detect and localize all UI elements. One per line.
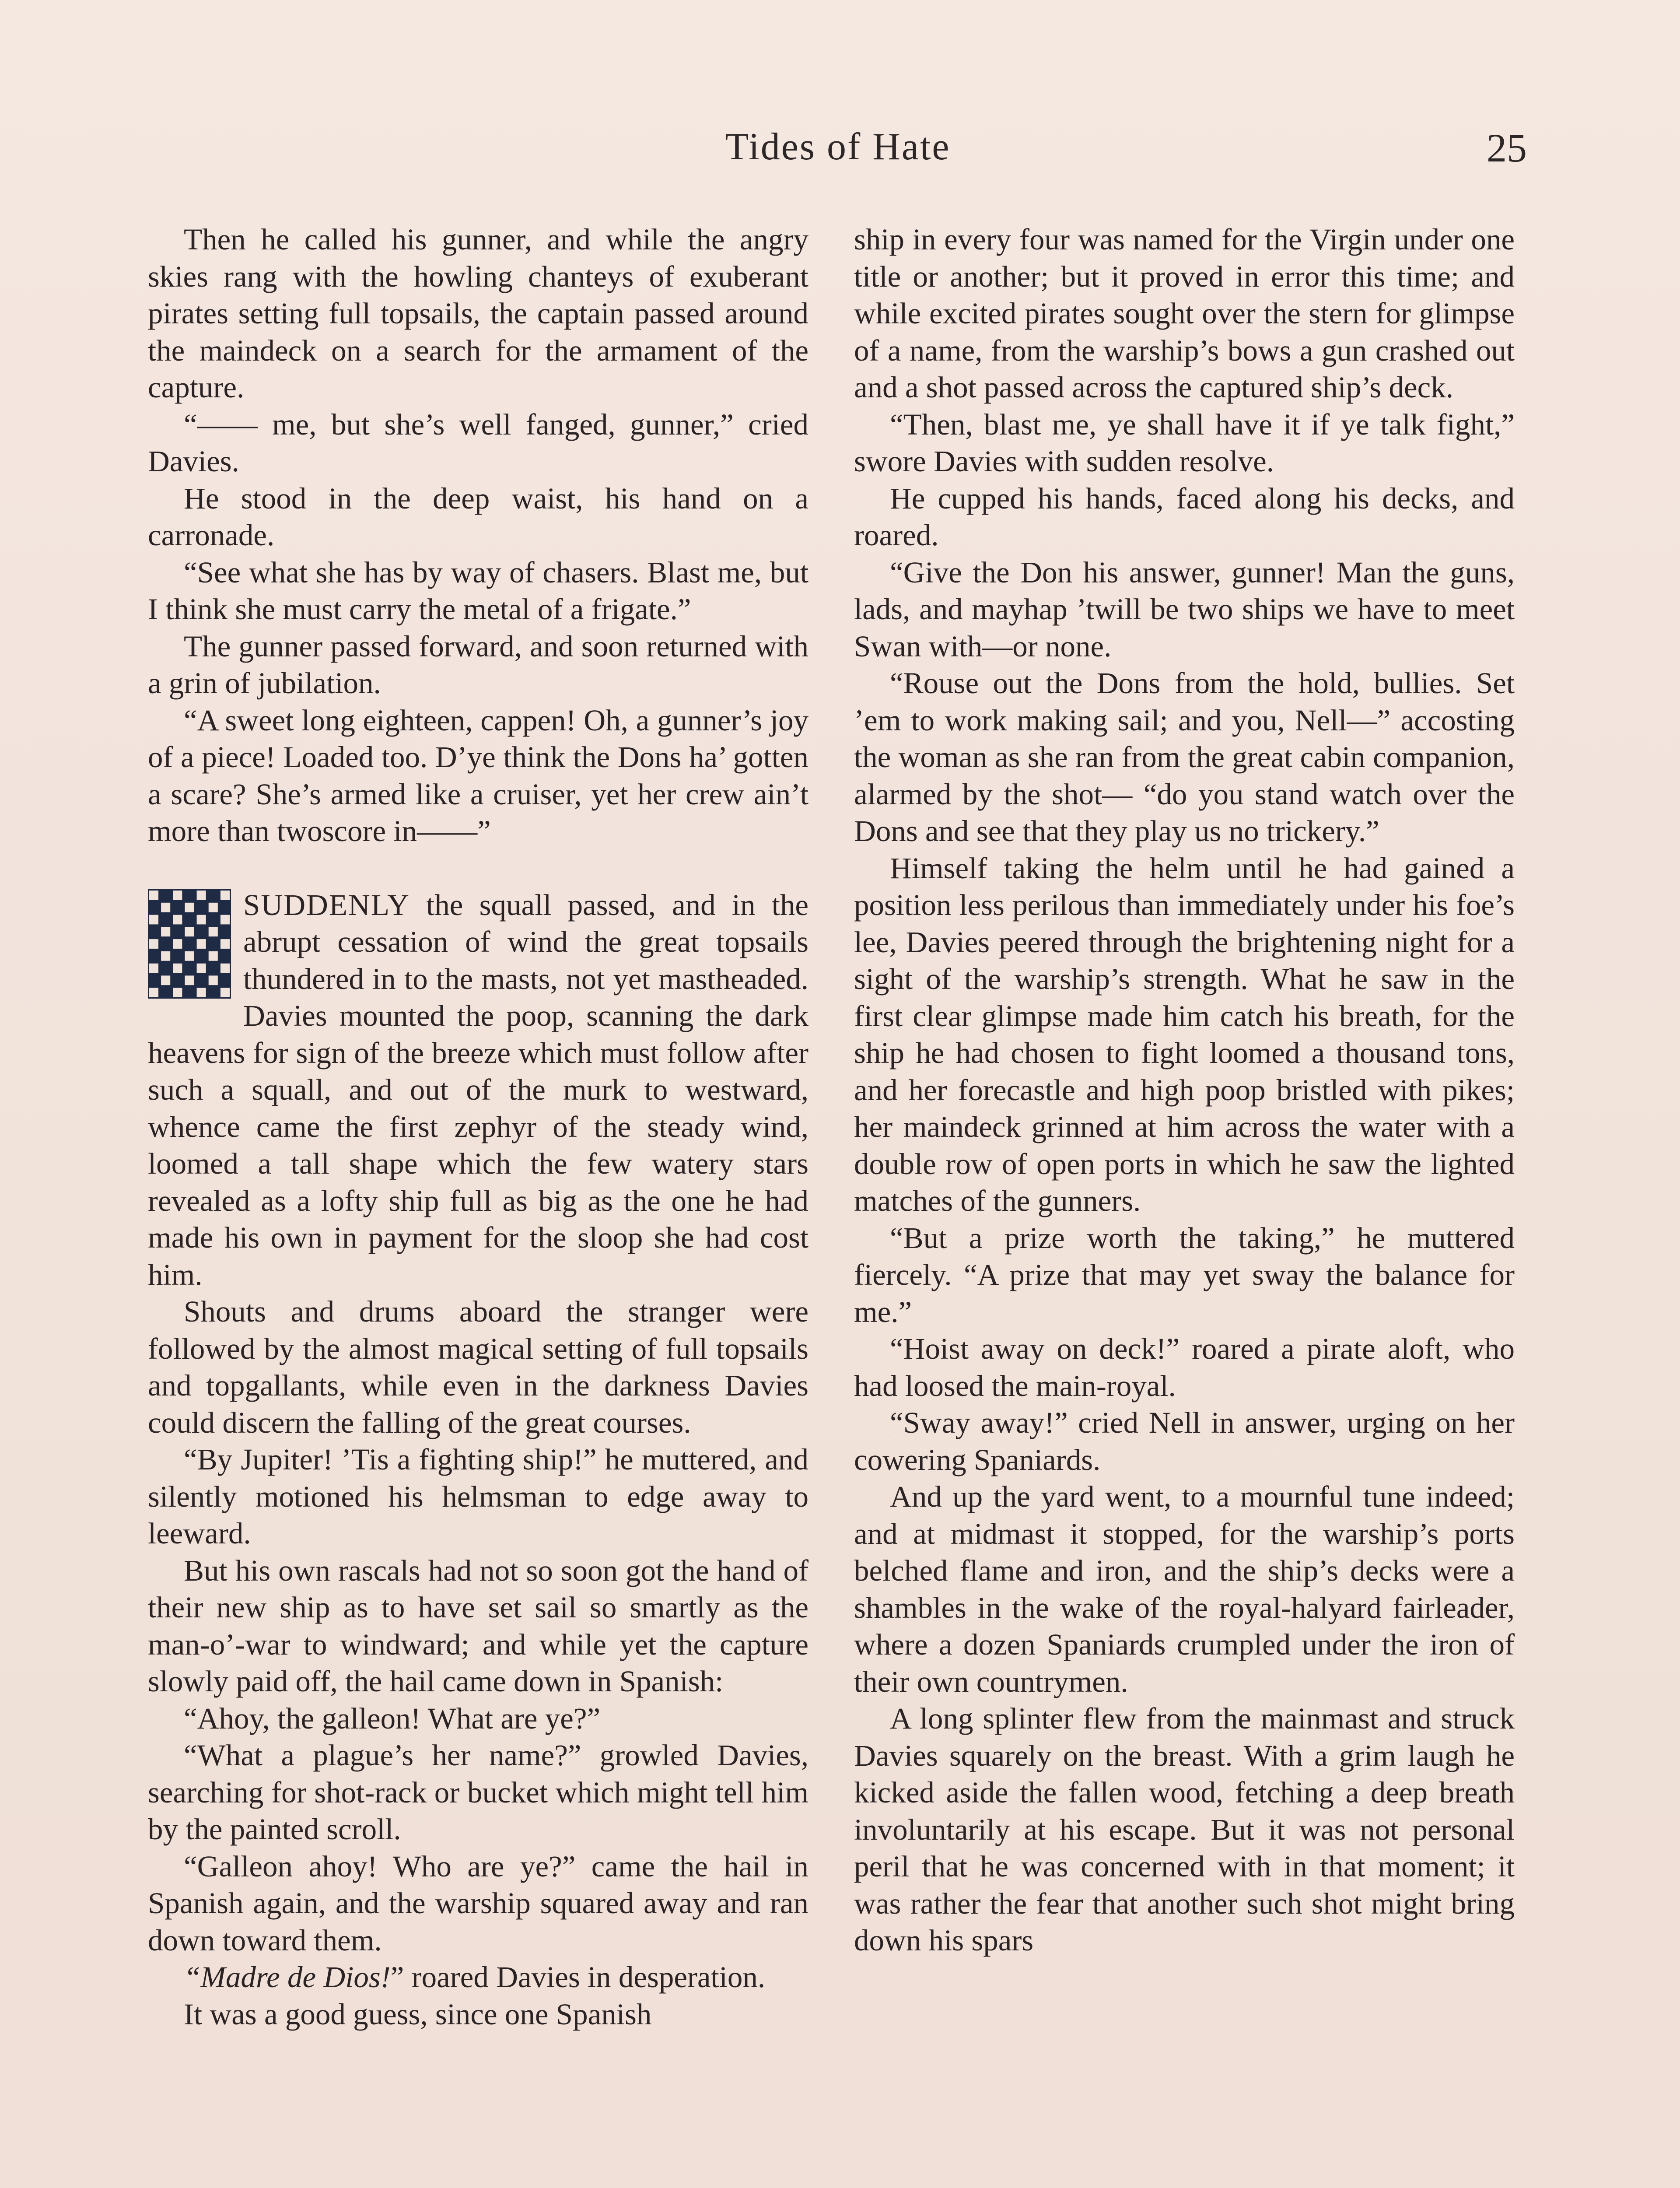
paragraph: He stood in the deep waist, his hand on a carronade. bbox=[148, 481, 808, 552]
section-break bbox=[148, 850, 808, 887]
paragraph: The gunner passed forward, and soon returned with a grin of jubilation. bbox=[148, 629, 808, 700]
paragraph: “But a prize worth the taking,” he muttered fiercely. “A prize that may yet sway the balance for me.” bbox=[854, 1221, 1515, 1329]
page-number: 25 bbox=[1487, 126, 1527, 170]
running-title: Tides of Hate bbox=[725, 126, 951, 168]
section-lead-word: SUDDENLY bbox=[243, 888, 410, 922]
paragraph: Then he called his gunner, and while the angry skies rang with the howling chanteys of exuberant pirates setting full topsails, the captain passed around the maindeck on a search for the armament of the capture. bbox=[148, 223, 808, 404]
section-opening-paragraph bbox=[148, 887, 808, 1294]
paragraph bbox=[148, 1959, 808, 1996]
paragraph: He cupped his hands, faced along his decks, and roared. bbox=[854, 481, 1515, 552]
paragraph-continued: ship in every four was named for the Virgin under one title or another; but it proved in error this time; and while excited pirates sought over the stern for glimpse of a name, from the warship’s bows a gun crashed out and a shot passed across the captured ship’s deck. bbox=[854, 223, 1515, 404]
paragraph: “Hoist away on deck!” roared a pirate aloft, who had loosed the main-royal. bbox=[854, 1332, 1515, 1403]
paragraph: Shouts and drums aboard the stranger were followed by the almost magical setting of full topsails and topgallants, while even in the darkness Davies could discern the falling of the great courses. bbox=[148, 1295, 808, 1439]
paragraph: “Rouse out the Dons from the hold, bullies. Set ’em to work making sail; and you, Nell—” accosting the woman as she ran from the great cabin companion, alarmed by the shot— “do you stand watch over the Dons and see that they play us no trickery.” bbox=[854, 666, 1515, 848]
left-column bbox=[148, 221, 808, 2033]
paragraph: “Then, blast me, ye shall have it if ye talk fight,” swore Davies with sudden resolve. bbox=[854, 407, 1515, 478]
page-header bbox=[149, 125, 1527, 186]
paragraph: “By Jupiter! ’Tis a fighting ship!” he muttered, and silently motioned his helmsman to edge away to leeward. bbox=[148, 1443, 808, 1550]
right-column bbox=[854, 221, 1515, 1959]
paragraph: “See what she has by way of chasers. Blast me, but I think she must carry the metal of a frigate.” bbox=[148, 555, 808, 626]
paragraph: “Ahoy, the galleon! What are ye?” bbox=[184, 1701, 601, 1735]
checkered-ornament-icon bbox=[148, 889, 231, 999]
italic-exclamation: “Madre de Dios! bbox=[184, 1960, 391, 1994]
section-lead-text: the squall passed, and in the abrupt cessation of wind the great topsails thundered in to the masts, not yet mastheaded. Davies mounted the poop, scanning the dark heavens for sign of the breeze which must follow after such a squall, and out of the murk to westward, whence came the first zephyr of the steady wind, loomed a tall shape which the few watery stars revealed as a lofty ship full as big as the one he had made his own in payment for the sloop she had cost him. bbox=[148, 888, 808, 1291]
paragraph: But his own rascals had not so soon got the hand of their new ship as to have set sail so smartly as the man-o’-war to windward; and while yet the capture slowly paid off, the hail came down in Spanish: bbox=[148, 1553, 808, 1698]
paragraph: “—— me, but she’s well fanged, gunner,” cried Davies. bbox=[148, 407, 808, 478]
paragraph: A long splinter flew from the mainmast and struck Davies squarely on the breast. With a grim laugh he kicked aside the fallen wood, fetching a deep breath involuntarily at his escape. But it was not personal peril that he was concerned with in that moment; it was rather the fear that another such shot might bring down his spars bbox=[854, 1702, 1515, 1957]
paragraph: And up the yard went, to a mournful tune indeed; and at midmast it stopped, for the warship’s ports belched flame and iron, and the ship’s decks were a shambles in the wake of the royal-halyard fairleader, where a dozen Spaniards crumpled under the iron of their own countrymen. bbox=[854, 1480, 1515, 1698]
paragraph-text: ” roared Davies in desperation. bbox=[390, 1960, 766, 1994]
paragraph: “Galleon ahoy! Who are ye?” came the hail in Spanish again, and the warship squared away and ran down toward them. bbox=[148, 1849, 808, 1957]
paragraph: “Sway away!” cried Nell in answer, urging on her cowering Spaniards. bbox=[854, 1406, 1515, 1476]
paragraph: It was a good guess, since one Spanish bbox=[184, 1997, 652, 2031]
paragraph: “A sweet long eighteen, cappen! Oh, a gunner’s joy of a piece! Loaded too. D’ye think the Dons ha’ gotten a scare? She’s armed like a cruiser, yet her crew ain’t more than twoscore in——” bbox=[148, 703, 808, 848]
paragraph: “Give the Don his answer, gunner! Man the guns, lads, and mayhap ’twill be two ships we have to meet Swan with—or none. bbox=[854, 555, 1515, 663]
paragraph: Himself taking the helm until he had gained a position less perilous than immediately under his foe’s lee, Davies peered through the brightening night for a sight of the warship’s strength. What he saw in the first clear glimpse made him catch his breath, for the ship he had chosen to fight loomed a thousand tons, and her forecastle and high poop bristled with pikes; her maindeck grinned at him across the water with a double row of open ports in which he saw the lighted matches of the gunners. bbox=[854, 851, 1515, 1217]
paragraph: “What a plague’s her name?” growled Davies, searching for shot-rack or bucket which might tell him by the painted scroll. bbox=[148, 1739, 808, 1846]
